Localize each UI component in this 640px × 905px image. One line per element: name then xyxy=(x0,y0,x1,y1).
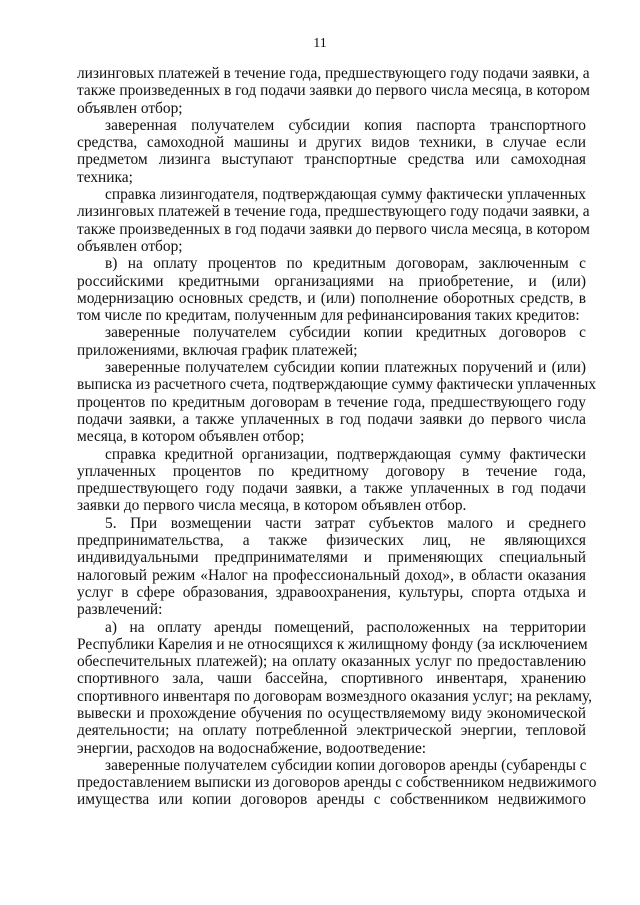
text-line: процентов по кредитным договорам в течение года, предшествующего году xyxy=(77,393,586,411)
text-line: заверенная получателем субсидии копия паспорта транспортного xyxy=(105,116,586,134)
text-line: а) на оплату аренды помещений, расположенных на территории xyxy=(105,618,586,636)
text-line: индивидуальными предпринимателями и применяющих специальный xyxy=(77,549,586,567)
text-line: месяца, в котором объявлен отбор; xyxy=(77,428,305,446)
text-line: лизинговых платежей в течение года, предшествующего году подачи заявки, а xyxy=(77,203,590,221)
text-line: российскими кредитными организациями на приобретение, и (или) xyxy=(77,272,586,290)
text-line: справка кредитной организации, подтверждающая сумму фактически xyxy=(105,445,586,463)
text-line: заверенные получателем субсидии копии договоров аренды (субаренды с xyxy=(105,756,587,774)
text-line: развлечений: xyxy=(77,601,163,619)
text-line: вывески и прохождение обучения по осуществляемому виду экономической xyxy=(77,704,586,722)
text-line: подачи заявки, а также уплаченных в год подачи заявки до первого числа xyxy=(77,410,586,428)
text-line: заверенные получателем субсидии копии платежных поручений и (или) xyxy=(105,359,586,377)
text-line: выписка из расчетного счета, подтверждающие сумму фактически уплаченных xyxy=(77,376,597,394)
text-line: объявлен отбор; xyxy=(77,99,183,117)
text-line: объявлен отбор; xyxy=(77,237,183,255)
text-line: спортивного инвентаря по договорам возмездного оказания услуг; на рекламу, xyxy=(77,687,592,705)
body-text xyxy=(77,65,597,809)
text-line: уплаченных процентов по кредитному договору в течение года, xyxy=(77,462,586,480)
text-line: средства, самоходной машины и других видов техники, в случае если xyxy=(77,134,586,152)
text-line: том числе по кредитам, полученным для рефинансирования таких кредитов: xyxy=(77,307,580,325)
text-line: налоговый режим «Налог на профессиональный доход», в области оказания xyxy=(77,566,586,584)
text-line: также произведенных в год подачи заявки до первого числа месяца, в котором xyxy=(77,82,590,100)
text-line: Республики Карелия и не относящихся к жилищному фонду (за исключением xyxy=(77,635,588,653)
text-line: предшествующего году подачи заявки, а также уплаченных в год подачи xyxy=(77,480,586,498)
text-line: деятельности; на оплату потребленной электрической энергии, тепловой xyxy=(77,722,586,740)
text-line: в) на оплату процентов по кредитным договорам, заключенным с xyxy=(105,255,586,273)
text-line: лизинговых платежей в течение года, предшествующего году подачи заявки, а xyxy=(77,65,590,82)
text-line: также произведенных в год подачи заявки до первого числа месяца, в котором xyxy=(77,220,590,238)
text-line: модернизацию основных средств, и (или) пополнение оборотных средств, в xyxy=(77,289,586,307)
page-number: 11 xyxy=(313,36,327,51)
text-line: приложениями, включая график платежей; xyxy=(77,341,358,359)
text-line: 5. При возмещении части затрат субъектов малого и среднего xyxy=(105,514,586,532)
text-line: заверенные получателем субсидии копии кредитных договоров с xyxy=(105,324,586,342)
text-line: спортивного зала, чаши бассейна, спортивного инвентаря, хранению xyxy=(77,670,586,688)
text-line: имущества или копии договоров аренды с собственником недвижимого xyxy=(77,791,586,809)
text-line: заявки до первого числа месяца, в котором объявлен отбор. xyxy=(77,497,467,515)
text-line: справка лизингодателя, подтверждающая сумму фактически уплаченных xyxy=(105,186,586,204)
text-line: предоставлением выписки из договоров аренды с собственником недвижимого xyxy=(77,774,597,792)
text-line: техника; xyxy=(77,168,133,186)
text-line: предпринимательства, а также физических лиц, не являющихся xyxy=(77,532,586,550)
text-line: энергии, расходов на водоснабжение, водоотведение: xyxy=(77,739,427,757)
text-line: предметом лизинга выступают транспортные средства или самоходная xyxy=(77,151,586,169)
text-line: обеспечительных платежей); на оплату оказанных услуг по предоставлению xyxy=(77,653,586,671)
text-line: услуг в сфере образования, здравоохранения, культуры, спорта отдыха и xyxy=(77,583,586,601)
